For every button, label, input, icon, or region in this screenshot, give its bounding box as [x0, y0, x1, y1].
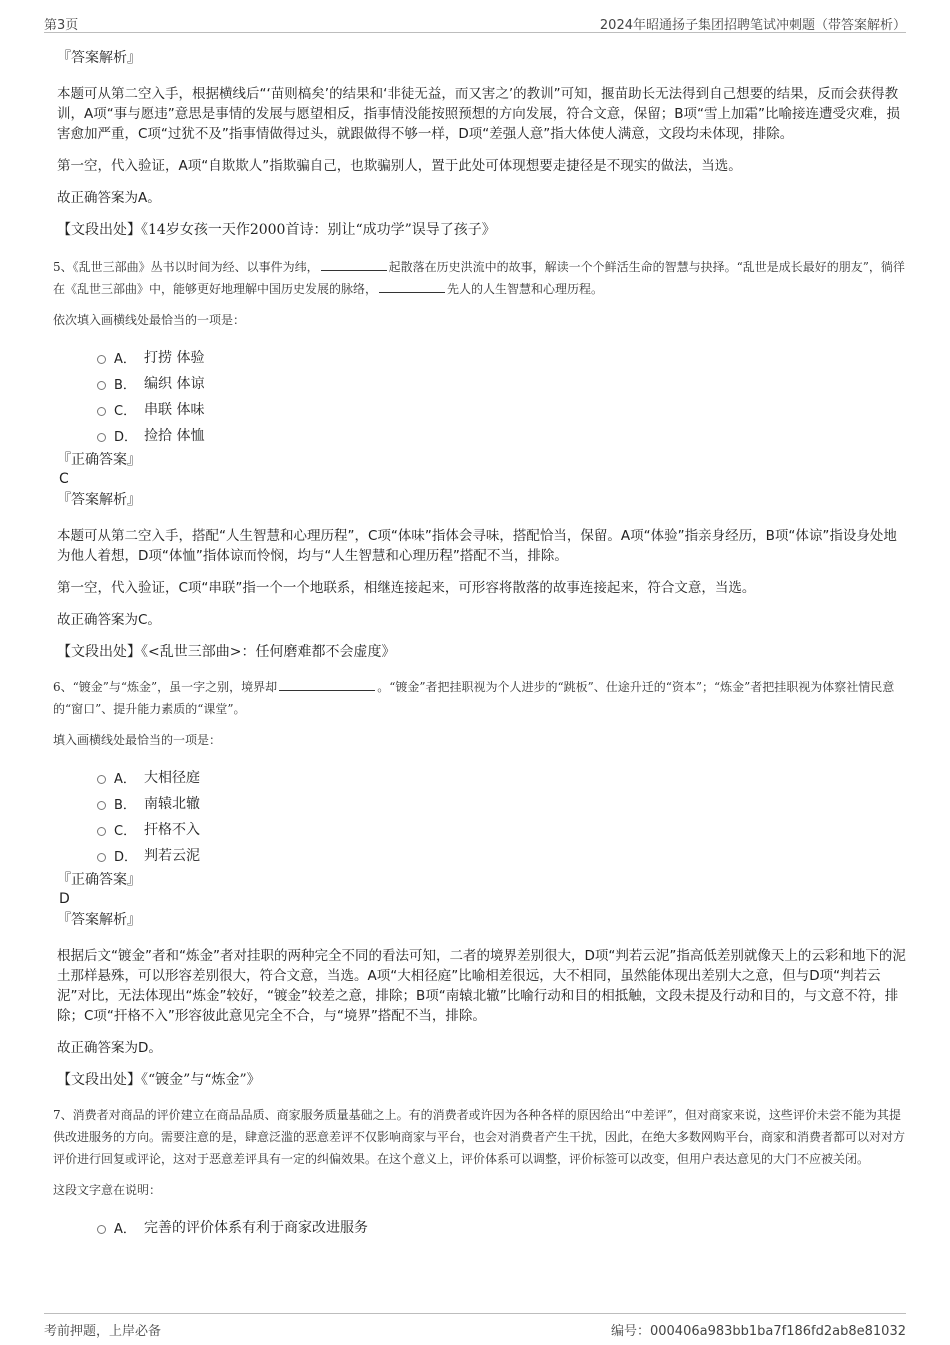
question-6-stem: 6、“镀金”与“炼金”，虽一字之别，境界却 。“镀金”者把挂职视为个人进步的“跳板”、仕途升迁的“资本”；“炼金”者把挂职视为体察社情民意的“窗口”、提升能力素质的“课堂”。: [53, 676, 907, 720]
analysis-heading: 『答案解析』: [57, 912, 141, 928]
option-a[interactable]: A． 打捞 体验: [97, 344, 907, 370]
option-d[interactable]: D． 判若云泥: [97, 842, 907, 868]
correct-answer: D: [59, 891, 70, 907]
fill-blank: [279, 677, 375, 691]
option-a[interactable]: A． 完善的评价体系有利于商家改进服务: [97, 1214, 907, 1240]
analysis-heading: 『答案解析』: [57, 492, 141, 508]
conclusion: 故正确答案为D。: [57, 1040, 162, 1056]
fill-blank: [379, 279, 445, 293]
radio-icon[interactable]: [97, 381, 106, 390]
question-prompt: 填入画横线处最恰当的一项是：: [53, 733, 222, 747]
document-title: 2024年昭通扬子集团招聘笔试冲刺题（带答案解析）: [599, 18, 906, 33]
option-a[interactable]: A． 大相径庭: [97, 764, 907, 790]
source-citation: 【文段出处】《<乱世三部曲>：任何磨难都不会虚度》: [57, 644, 396, 660]
radio-icon[interactable]: [97, 853, 106, 862]
radio-icon[interactable]: [97, 355, 106, 364]
option-b[interactable]: B． 编织 体谅: [97, 370, 907, 396]
source-citation: 【文段出处】《“镀金”与“炼金”》: [57, 1072, 261, 1088]
fill-blank: [321, 257, 387, 271]
radio-icon[interactable]: [97, 827, 106, 836]
analysis-paragraph: 本题可从第二空入手，根据横线后“‘苗则槁矣’的结果和‘非徒无益，而又害之’的教训”可知，揠苗助长无法得到自己想要的结果，反而会获得教训，A项“事与愿违”意思是事情的发展与愿望相反，指事情没能按照预想的方向发展，符合文意，保留；B项“雪上加霜”比喻接连遭受灾难，损害愈加严重，C项“过犹不及”指事情做得过头，就跟做得不够一样，D项“差强人意”指大体使人满意，文段均未体现，排除。: [57, 86, 900, 142]
correct-answer-heading: 『正确答案』: [57, 452, 141, 468]
option-list: [57, 344, 907, 448]
option-list: [57, 1214, 907, 1240]
page-number: 第3页: [44, 18, 79, 33]
source-citation: 【文段出处】《14岁女孩一天作2000首诗：别让“成功学”误导了孩子》: [57, 222, 496, 238]
correct-answer-heading: 『正确答案』: [57, 872, 141, 888]
conclusion: 故正确答案为A。: [57, 190, 161, 206]
analysis-paragraph: 第一空，代入验证，C项“串联”指一个一个地联系，相继连接起来，可形容将散落的故事连接起来，符合文意，当选。: [57, 580, 756, 596]
radio-icon[interactable]: [97, 1225, 106, 1234]
analysis-heading: 『答案解析』: [57, 50, 141, 66]
question-prompt: 依次填入画横线处最恰当的一项是：: [53, 313, 246, 327]
correct-answer: C: [59, 471, 69, 487]
question-prompt: 这段文字意在说明：: [53, 1183, 162, 1197]
page-content: [53, 44, 907, 1240]
radio-icon[interactable]: [97, 433, 106, 442]
document-serial: 编号：000406a983bb1ba7f186fd2ab8e81032: [610, 1324, 906, 1339]
question-5-stem: 5、《乱世三部曲》丛书以时间为经、以事件为纬， 起散落在历史洪流中的故事，解读一个个鲜活生命的智慧与抉择。“乱世是成长最好的朋友”，徜徉在《乱世三部曲》中，能够更好地理解中国历史发展的脉络， 先人的人生智慧和心理历程。: [53, 256, 907, 300]
radio-icon[interactable]: [97, 775, 106, 784]
radio-icon[interactable]: [97, 407, 106, 416]
option-b[interactable]: B． 南辕北辙: [97, 790, 907, 816]
radio-icon[interactable]: [97, 801, 106, 810]
page-footer: [44, 1313, 906, 1339]
analysis-paragraph: 第一空，代入验证，A项“自欺欺人”指欺骗自己，也欺骗别人，置于此处可体现想要走捷径是不现实的做法，当选。: [57, 158, 742, 174]
footer-slogan: 考前押题，上岸必备: [44, 1324, 162, 1339]
page-header: [44, 10, 906, 33]
analysis-paragraph: 根据后文“镀金”者和“炼金”者对挂职的两种完全不同的看法可知，二者的境界差别很大，D项“判若云泥”指高低差别就像天上的云彩和地下的泥土那样悬殊，可以形容差别很大，符合文意，当选。A项“大相径庭”比喻相差很远，大不相同，虽然能体现出差别大之意，但与D项“判若云泥”对比，无法体现出“炼金”较好，“镀金”较差之意，排除；B项“南辕北辙”比喻行动和目的相抵触，文段未提及行动和目的，与文意不符，排除；C项“扞格不入”形容彼此意见完全不合，与“境界”搭配不当，排除。: [57, 948, 906, 1024]
option-c[interactable]: C． 串联 体味: [97, 396, 907, 422]
question-7-stem: 7、消费者对商品的评价建立在商品品质、商家服务质量基础之上。有的消费者或许因为各种各样的原因给出“中差评”，但对商家来说，这些评价未尝不能为其提供改进服务的方向。需要注意的是，肆意泛滥的恶意差评不仅影响商家与平台，也会对消费者产生干扰，因此，在绝大多数网购平台，商家和消费者都可以对对方评价进行回复或评论，这对于恶意差评具有一定的纠偏效果。在这个意义上，评价体系可以调整，评价标签可以改变，但用户表达意见的大门不应被关闭。: [53, 1108, 906, 1166]
option-c[interactable]: C． 扞格不入: [97, 816, 907, 842]
conclusion: 故正确答案为C。: [57, 612, 161, 628]
analysis-paragraph: 本题可从第二空入手，搭配“人生智慧和心理历程”，C项“体味”指体会寻味，搭配恰当，保留。A项“体验”指亲身经历，B项“体谅”指设身处地为他人着想，D项“体恤”指体谅而怜悯，均与“人生智慧和心理历程”搭配不当，排除。: [57, 528, 897, 564]
option-d[interactable]: D． 捡拾 体恤: [97, 422, 907, 448]
option-list: [57, 764, 907, 868]
